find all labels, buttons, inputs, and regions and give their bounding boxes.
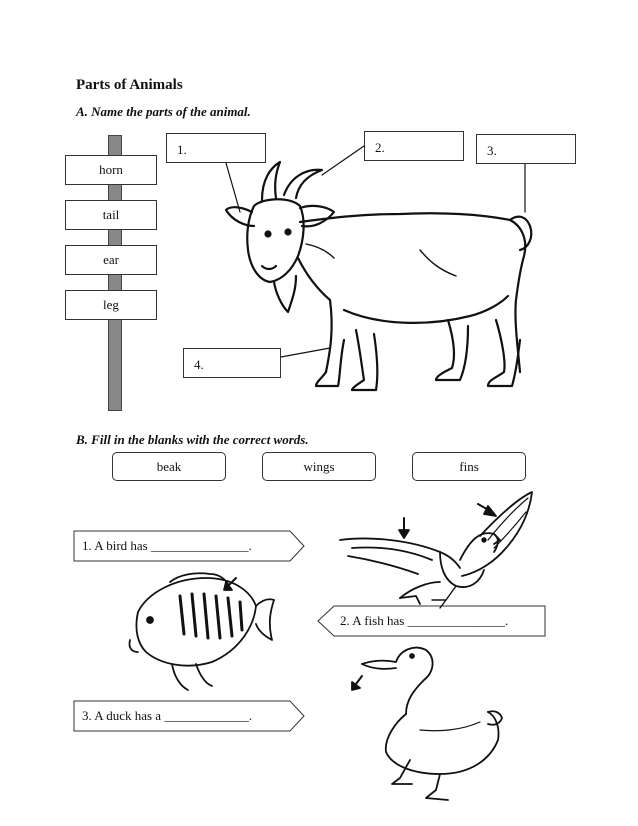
section-b-heading: B. Fill in the blanks with the correct words. xyxy=(76,432,309,447)
label-box-3[interactable]: 3. xyxy=(476,134,576,164)
label-box-1[interactable]: 1. xyxy=(166,133,266,163)
word-ear: ear xyxy=(65,245,157,275)
word-leg: leg xyxy=(65,290,157,320)
word-fins: fins xyxy=(412,452,526,481)
sentence-fish[interactable]: 2. A fish has _______________. xyxy=(340,613,509,628)
sentence-duck[interactable]: 3. A duck has a _____________. xyxy=(82,708,253,723)
word-wings: wings xyxy=(262,452,376,481)
worksheet-title: Parts of Animals xyxy=(76,77,183,93)
word-beak: beak xyxy=(112,452,226,481)
label-box-4[interactable]: 4. xyxy=(183,348,281,378)
label-box-2[interactable]: 2. xyxy=(364,131,464,161)
word-tail: tail xyxy=(65,200,157,230)
sentence-bird[interactable]: 1. A bird has _______________. xyxy=(82,538,252,553)
section-a-heading: A. Name the parts of the animal. xyxy=(76,104,251,119)
word-horn: horn xyxy=(65,155,157,185)
